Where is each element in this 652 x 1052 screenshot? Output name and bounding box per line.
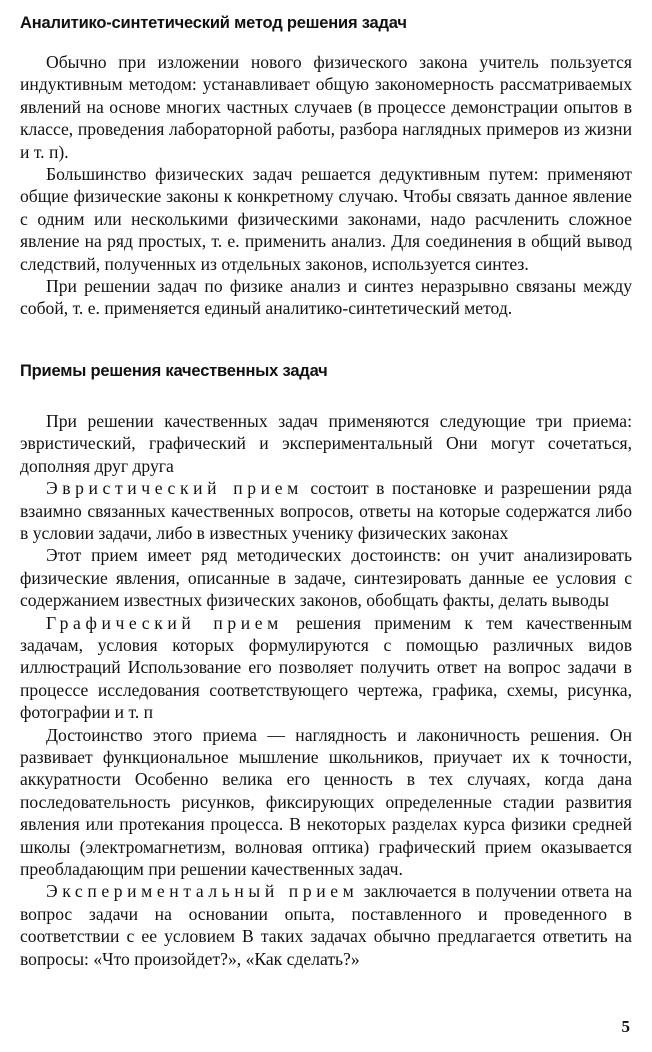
term-experimental-method: Экспериментальный прием <box>46 881 359 902</box>
term-graphic-method: Графический прием <box>46 612 283 633</box>
paragraph <box>20 477 632 544</box>
paragraph-text: При решении качественных задач применяются следующие три приема: эвристический, графический и экспериментальный Они могут сочетаться, дополняя друг друга <box>20 410 632 476</box>
paragraph-text: состоит в постановке и разрешении ряда взаимно связанных качественных вопросов, ответы на которые содержатся либо в условии задачи, либо в известных ученику физических законах <box>20 478 632 543</box>
paragraph <box>20 410 632 477</box>
paragraph-text: заключается в получении ответа на вопрос задачи на основании опыта, поставленного и проведенного в соответствии с ее условием В таких задачах обычно предлагается ответить на вопросы: «Что произойдет?», «Как сделать?» <box>20 881 633 969</box>
term-heuristic-method: Эвристический прием <box>46 478 303 499</box>
paragraph <box>20 724 632 881</box>
paragraph: При решении задач по физике анализ и синтез неразрывно связаны между собой, т. е. применяется единый аналитико-синтетический метод. <box>20 276 632 319</box>
section-body-qualitative-tasks <box>20 410 632 970</box>
paragraph <box>20 544 632 611</box>
paragraph <box>20 612 632 724</box>
paragraph-text: решения применим к тем качественным задачам, условия которых формулируются с помощью различных видов иллюстраций Использование его позволяет получить ответ на вопрос задачи в процессе исследования соответствующего чертежа, графика, схемы, рисунка, фотографии и т. п <box>20 612 632 723</box>
section-heading-analytic-synthetic-method: Аналитико-синтетический метод решения задач <box>20 14 407 32</box>
paragraph: Большинство физических задач решается дедуктивным путем: применяют общие физические законы к конкретному случаю. Чтобы связать данное явление с одним или несколькими физическими законами, надо расчленить сложное явление на ряд простых, т. е. применить анализ. Для соединения в общий вывод следствий, полученных из отдельных законов, используется синтез. <box>20 164 632 274</box>
page-number: 5 <box>621 1017 630 1036</box>
paragraph-text: Достоинство этого приема — наглядность и лаконичность решения. Он развивает функциональное мышление школьников, приучает их к точности, аккуратности Особенно велика его ценность в тех случаях, когда дана последовательность рисунков, фиксирующих определенные стадии развития явления или протекания процесса. В некоторых разделах курса физики средней школы (электромагнетизм, волновая оптика) графический прием оказывается преобладающим при решении качественных задач. <box>20 724 632 879</box>
section-body-analytic-synthetic-method <box>20 51 632 320</box>
paragraph <box>20 880 632 970</box>
paragraph: Обычно при изложении нового физического закона учитель пользуется индуктивным методом: устанавливает общую закономерность рассматриваемых явлений на основе многих частных случаев (в процессе демонстрации опытов в классе, проведения лабораторной работы, разбора наглядных примеров из жизни и т. п). <box>20 52 632 162</box>
section-heading-qualitative-tasks: Приемы решения качественных задач <box>20 361 328 380</box>
paragraph-text: Этот прием имеет ряд методических достоинств: он учит анализировать физические явления, описанные в задаче, синтезировать данные ее условия с содержанием известных физических законов, обобщать факты, делать выводы <box>20 545 632 611</box>
